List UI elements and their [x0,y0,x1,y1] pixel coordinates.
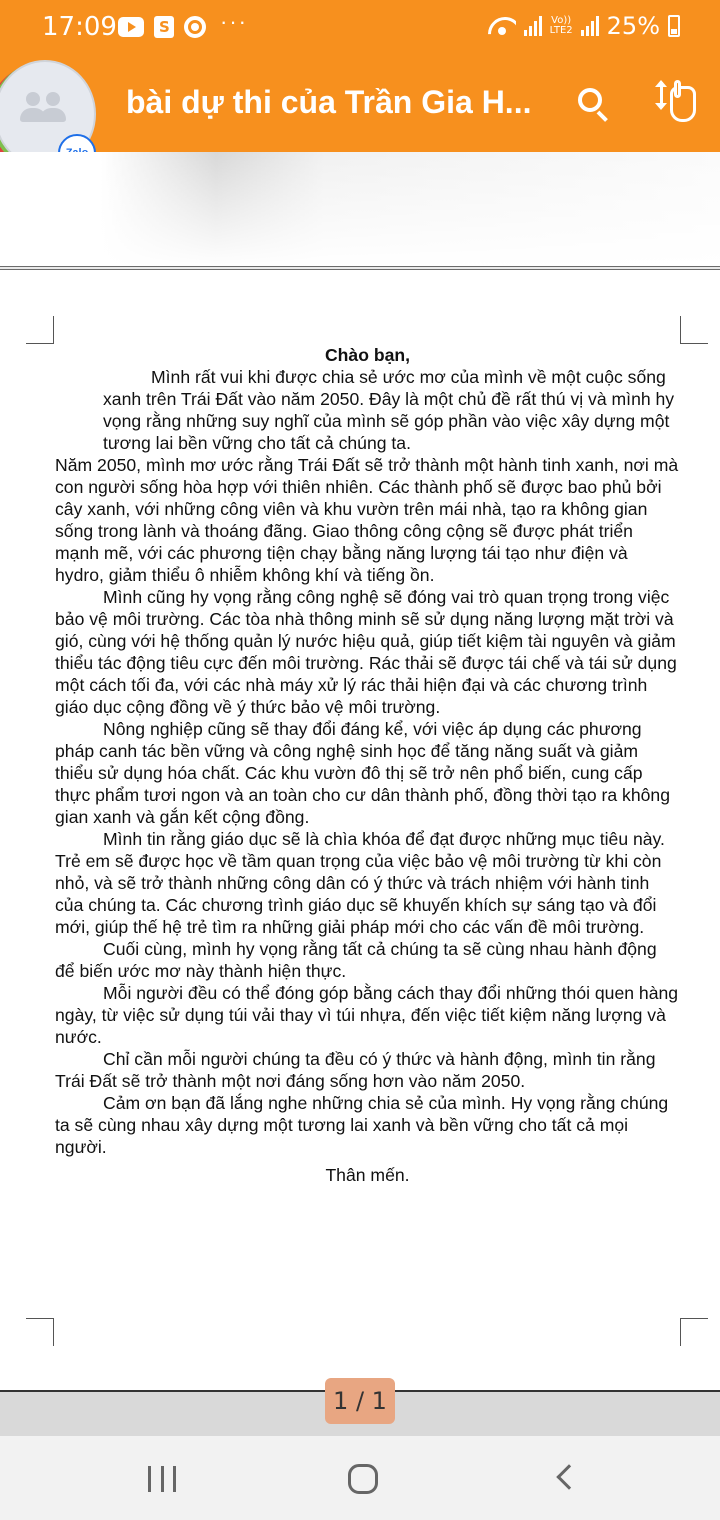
toolbar-shadow-fade [0,152,720,268]
shop-icon [154,16,174,38]
chrome-icon [184,16,206,38]
hand-finger [674,80,681,98]
search-icon-handle [597,111,608,122]
recent-apps-button[interactable] [148,1466,176,1492]
document-body [55,344,680,1186]
scroll-arrow-icon [660,82,663,108]
scroll-mode-button[interactable] [656,80,700,126]
search-button[interactable] [576,86,612,122]
more-notifications-icon: ··· [220,9,248,34]
document-page[interactable] [0,270,720,1390]
margin-mark-bottom-right [680,1318,708,1346]
page-indicator[interactable]: 1 / 1 [325,1378,395,1424]
status-time: 17:09 [42,12,117,42]
search-icon [578,88,602,112]
intro-paragraph: Mình rất vui khi được chia sẻ ước mơ của mình về một cuộc sống xanh trên Trái Đất vào năm 2050. Đây là một chủ đề rất thú vị và mình hy vọng rằng những suy nghĩ của mình sẽ góp phần vào việc xây dựng một tương lai bền vững cho tất cả chúng ta. [103,367,675,453]
paragraph: Năm 2050, mình mơ ước rằng Trái Đất sẽ trở thành một hành tinh xanh, nơi mà con người sống hòa hợp với thiên nhiên. Các thành phố sẽ được bao phủ bởi cây xanh, với những công viên và khu vườn trên mái nhà, tạo ra không gian sống trong lành và thoáng đãng. Giao thông công cộng sẽ được phát triển mạnh mẽ, với các phương tiện chạy bằng năng lượng tái tạo như điện và hydro, giảm thiểu ô nhiễm không khí và tiếng ồn. [55,455,679,585]
document-title: bài dự thi của Trần Gia H... [126,84,532,120]
margin-mark-bottom-left [26,1318,54,1346]
home-button[interactable] [348,1464,378,1494]
paragraph: Nông nghiệp cũng sẽ thay đổi đáng kể, với việc áp dụng các phương pháp canh tác bền vững và công nghệ sinh học để tăng năng suất và giảm thiểu sử dụng hóa chất. Các khu vườn đô thị sẽ trở nên phổ biến, cung cấp thực phẩm tươi ngon và an toàn cho cư dân thành phố, đồng thời tạo ra không gian xanh và gắn kết cộng đồng. [55,719,670,827]
signal-icon [524,16,542,36]
paragraph: Mỗi người đều có thể đóng góp bằng cách thay đổi những thói quen hàng ngày, từ việc sử dụng túi vải thay vì túi nhựa, đến việc tiết kiệm năng lượng và nước. [55,983,679,1047]
paragraph: Mình cũng hy vọng rằng công nghệ sẽ đóng vai trò quan trọng trong việc bảo vệ môi trường. Các tòa nhà thông minh sẽ sử dụng năng lượng mặt trời và gió, cùng với hệ thống quản lý nước hiệu quả, giúp tiết kiệm tài nguyên và giảm thiểu tác động tiêu cực đến môi trường. Rác thải sẽ được tái chế và tái sử dụng một cách tối đa, với các nhà máy xử lý rác thải hiện đại và các chương trình giáo dục cộng đồng về ý thức bảo vệ môi trường. [55,587,677,717]
recent-apps-icon-bar-3 [173,1466,176,1492]
recent-apps-icon-bar-2 [161,1466,164,1492]
system-icons [488,12,680,40]
recent-apps-icon-bar-1 [148,1466,151,1492]
greeting: Chào bạn, [324,345,411,365]
wifi-icon [488,15,516,37]
group-icon-body-2 [40,108,66,122]
group-icon [20,92,72,132]
back-button[interactable] [556,1464,581,1489]
battery-icon [668,15,680,37]
volte-label: Vo)) [551,15,572,26]
paragraph: Mình tin rằng giáo dục sẽ là chìa khóa để đạt được những mục tiêu này. Trẻ em sẽ được học về tầm quan trọng của việc bảo vệ môi trường từ khi còn nhỏ, và sẽ trở thành những công dân có ý thức và trách nhiệm với hành tinh của chúng ta. Các chương trình giáo dục sẽ khuyến khích sự sáng tạo và đổi mới, giúp thế hệ trẻ tìm ra những giải pháp mới cho các vấn đề môi trường. [55,829,665,937]
app-header [0,54,720,152]
youtube-icon [118,17,144,37]
margin-mark-top-right [680,316,708,344]
status-bar [0,0,720,54]
signal-icon-2 [581,16,599,36]
closing: Thân mến. [325,1165,410,1185]
paragraph: Chỉ cần mỗi người chúng ta đều có ý thức và hành động, mình tin rằng Trái Đất sẽ trở thành một nơi đáng sống hơn vào năm 2050. [55,1049,656,1091]
battery-percent: 25% [606,12,660,40]
paragraph: Cảm ơn bạn đã lắng nghe những chia sẻ của mình. Hy vọng rằng chúng ta sẽ cùng nhau xây dựng một tương lai xanh và bền vững cho tất cả mọi người. [55,1093,669,1157]
paragraph: Cuối cùng, mình hy vọng rằng tất cả chúng ta sẽ cùng nhau hành động để biến ước mơ này thành hiện thực. [55,939,657,981]
notification-icons [118,9,248,40]
lte2-label: LTE2 [549,25,573,36]
navigation-bar [0,1436,720,1520]
lte-label [550,16,573,36]
margin-mark-top-left [26,316,54,344]
group-icon-head-1 [26,92,40,106]
group-icon-head-2 [46,92,60,106]
